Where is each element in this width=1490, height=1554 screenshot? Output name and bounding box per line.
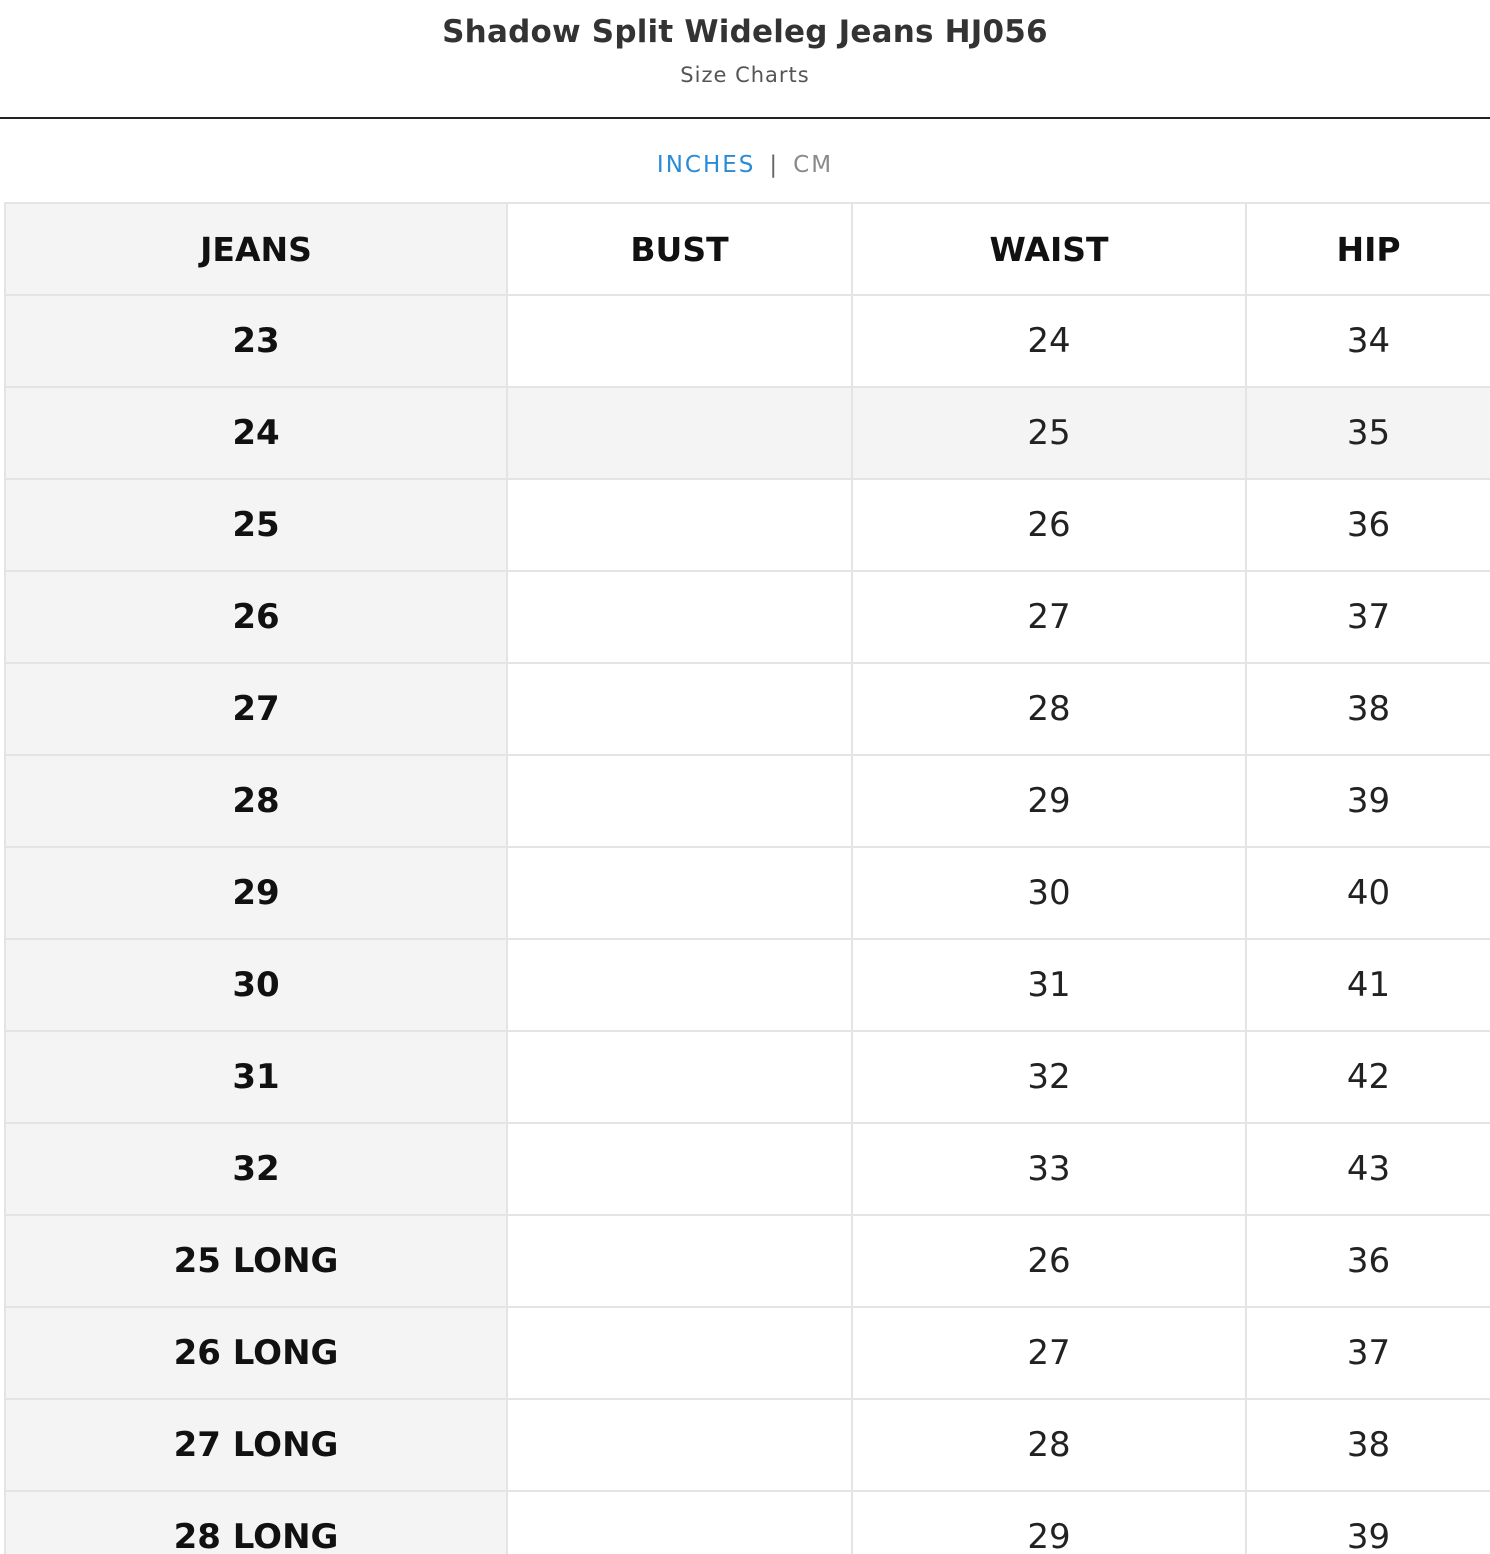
size-cell: 31: [5, 1031, 507, 1123]
size-chart-table-container[interactable]: [4, 202, 1490, 1554]
header: [0, 0, 1490, 119]
waist-cell: 32: [852, 1031, 1246, 1123]
unit-cm-button[interactable]: CM: [793, 152, 834, 178]
unit-separator: |: [769, 152, 780, 178]
column-header-bust: BUST: [507, 203, 852, 295]
hip-cell: 34: [1246, 295, 1490, 387]
size-cell: 25 LONG: [5, 1215, 507, 1307]
waist-cell: 26: [852, 479, 1246, 571]
bust-cell: [507, 1123, 852, 1215]
hip-cell: 43: [1246, 1123, 1490, 1215]
table-row: [5, 663, 1490, 755]
page-subtitle: Size Charts: [680, 63, 810, 87]
waist-cell: 29: [852, 1491, 1246, 1554]
table-row: [5, 295, 1490, 387]
size-cell: 28 LONG: [5, 1491, 507, 1554]
table-body: [5, 295, 1490, 1554]
waist-cell: 27: [852, 1307, 1246, 1399]
bust-cell: [507, 939, 852, 1031]
bust-cell: [507, 1031, 852, 1123]
hip-cell: 37: [1246, 571, 1490, 663]
table-row: [5, 387, 1490, 479]
waist-cell: 27: [852, 571, 1246, 663]
table-row: [5, 479, 1490, 571]
bust-cell: [507, 1215, 852, 1307]
size-cell: 26: [5, 571, 507, 663]
table-row: [5, 1031, 1490, 1123]
size-cell: 27 LONG: [5, 1399, 507, 1491]
waist-cell: 24: [852, 295, 1246, 387]
waist-cell: 29: [852, 755, 1246, 847]
bust-cell: [507, 1399, 852, 1491]
table-row: [5, 1307, 1490, 1399]
hip-cell: 35: [1246, 387, 1490, 479]
size-cell: 24: [5, 387, 507, 479]
hip-cell: 40: [1246, 847, 1490, 939]
unit-inches-button[interactable]: INCHES: [656, 152, 756, 178]
column-header-hip: HIP: [1246, 203, 1490, 295]
size-chart-table: [4, 202, 1490, 1554]
waist-cell: 30: [852, 847, 1246, 939]
hip-cell: 37: [1246, 1307, 1490, 1399]
size-cell: 30: [5, 939, 507, 1031]
waist-cell: 26: [852, 1215, 1246, 1307]
hip-cell: 42: [1246, 1031, 1490, 1123]
table-row: [5, 1123, 1490, 1215]
table-row: [5, 939, 1490, 1031]
waist-cell: 31: [852, 939, 1246, 1031]
table-row: [5, 571, 1490, 663]
table-header-row: [5, 203, 1490, 295]
bust-cell: [507, 755, 852, 847]
table-row: [5, 1215, 1490, 1307]
page-title: Shadow Split Wideleg Jeans HJ056: [442, 14, 1048, 50]
bust-cell: [507, 387, 852, 479]
hip-cell: 39: [1246, 1491, 1490, 1554]
size-cell: 25: [5, 479, 507, 571]
bust-cell: [507, 663, 852, 755]
unit-toggle: [0, 152, 1490, 178]
table-row: [5, 847, 1490, 939]
size-cell: 27: [5, 663, 507, 755]
size-cell: 32: [5, 1123, 507, 1215]
table-row: [5, 755, 1490, 847]
hip-cell: 36: [1246, 1215, 1490, 1307]
column-header-jeans: JEANS: [5, 203, 507, 295]
hip-cell: 38: [1246, 1399, 1490, 1491]
size-cell: 23: [5, 295, 507, 387]
bust-cell: [507, 479, 852, 571]
hip-cell: 36: [1246, 479, 1490, 571]
bust-cell: [507, 1307, 852, 1399]
waist-cell: 28: [852, 1399, 1246, 1491]
bust-cell: [507, 295, 852, 387]
waist-cell: 28: [852, 663, 1246, 755]
waist-cell: 33: [852, 1123, 1246, 1215]
bust-cell: [507, 1491, 852, 1554]
column-header-waist: WAIST: [852, 203, 1246, 295]
bust-cell: [507, 847, 852, 939]
hip-cell: 41: [1246, 939, 1490, 1031]
table-row: [5, 1399, 1490, 1491]
bust-cell: [507, 571, 852, 663]
size-cell: 26 LONG: [5, 1307, 507, 1399]
hip-cell: 39: [1246, 755, 1490, 847]
size-cell: 29: [5, 847, 507, 939]
waist-cell: 25: [852, 387, 1246, 479]
size-cell: 28: [5, 755, 507, 847]
hip-cell: 38: [1246, 663, 1490, 755]
table-row: [5, 1491, 1490, 1554]
